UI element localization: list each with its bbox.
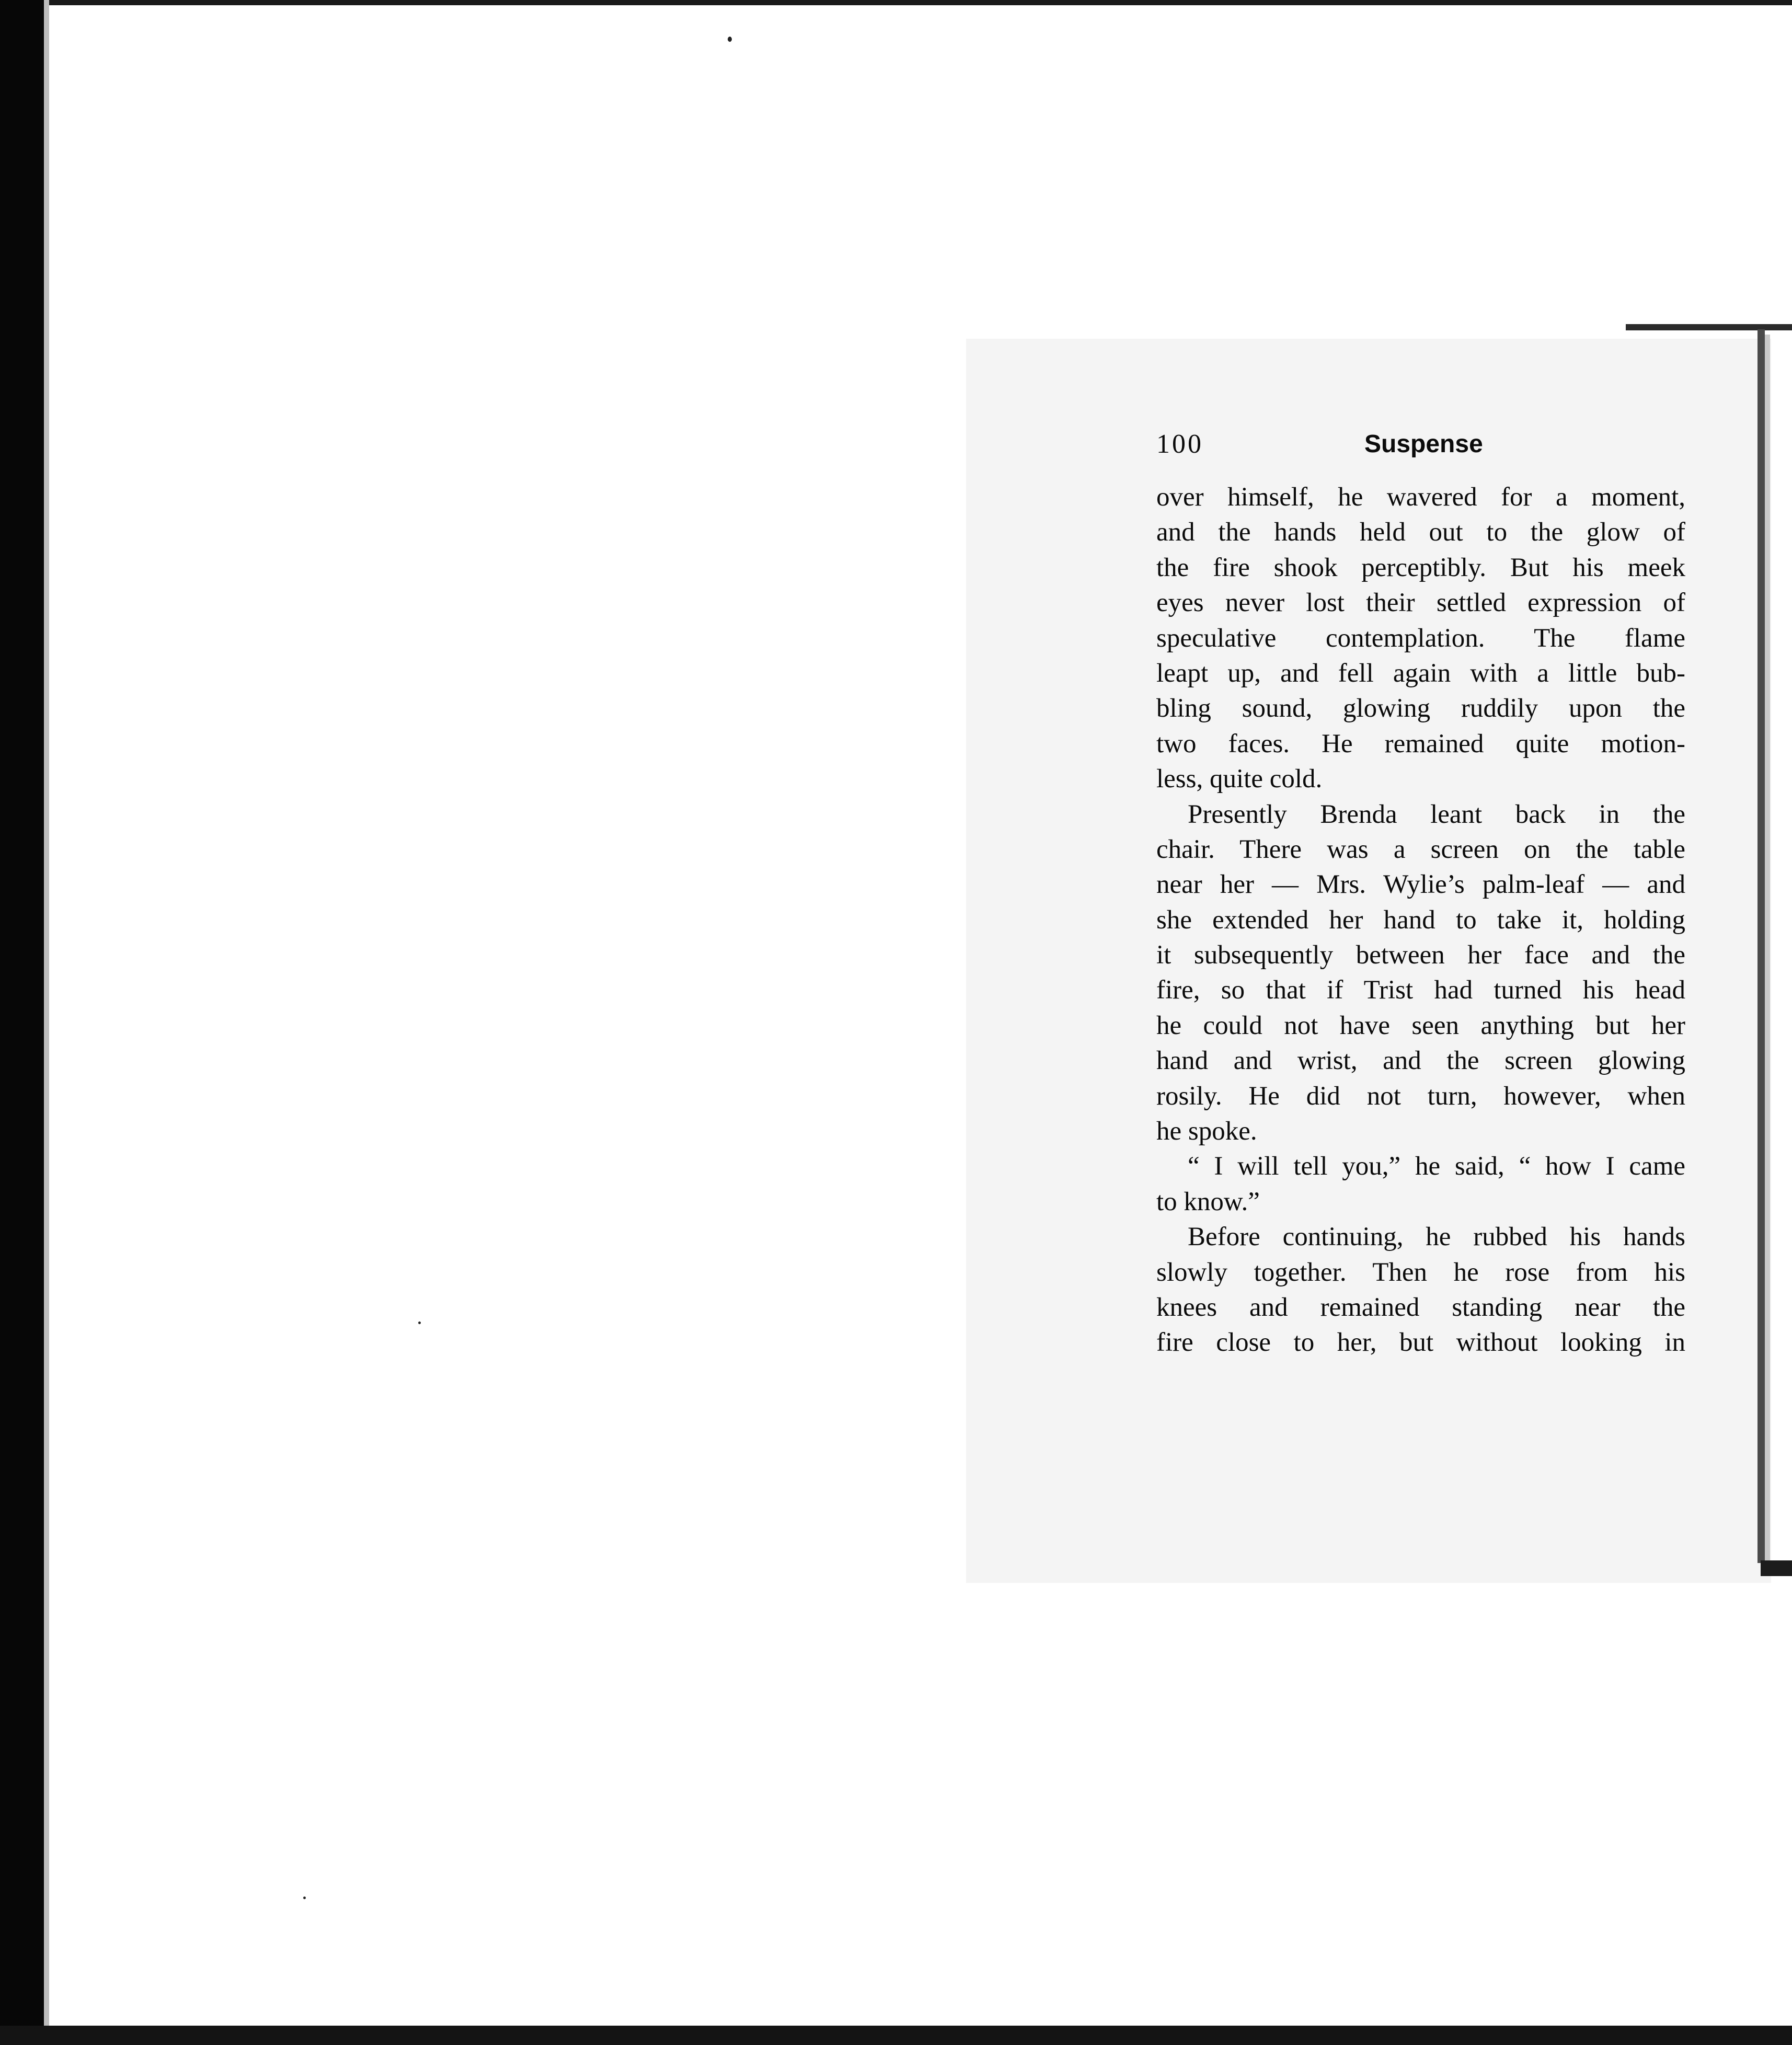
body-text (1156, 480, 1685, 1361)
scan-speck (728, 37, 732, 42)
page-edge-top (1626, 324, 1792, 330)
text-line: Before continuing, he rubbed his hands (1188, 1222, 1685, 1252)
text-line: fire, so that if Trist had turned his head (1156, 975, 1685, 1005)
scan-speck (418, 1322, 421, 1324)
page-edge-right-shadow (1765, 335, 1770, 1568)
scan-border-left-shadow (44, 0, 49, 2026)
text-line: she extended her hand to take it, holding (1156, 905, 1685, 935)
text-line: it subsequently between her face and the (1156, 940, 1685, 970)
text-line: speculative contemplation. The flame (1156, 623, 1685, 653)
text-line: over himself, he wavered for a moment, (1156, 482, 1685, 512)
text-line: Presently Brenda leant back in the (1188, 799, 1685, 829)
text-line: slowly together. Then he rose from his (1156, 1257, 1685, 1287)
page-edge-bottom (1761, 1560, 1792, 1576)
running-head (1156, 429, 1684, 460)
text-line: knees and remained standing near the (1156, 1292, 1685, 1322)
scan-border-bottom (0, 2026, 1792, 2045)
text-line: “ I will tell you,” he said, “ how I came (1188, 1152, 1685, 1181)
page-edge-right (1757, 329, 1765, 1563)
text-line: chair. There was a screen on the table (1156, 834, 1685, 864)
text-line: the fire shook perceptibly. But his meek (1156, 553, 1685, 582)
text-line: less, quite cold. (1156, 764, 1323, 794)
text-line: eyes never lost their settled expression of (1156, 588, 1685, 618)
text-line: two faces. He remained quite motion- (1156, 729, 1685, 759)
text-line: bling sound, glowing ruddily upon the (1156, 694, 1685, 723)
text-line: and the hands held out to the glow of (1156, 518, 1685, 547)
page-number: 100 (1156, 429, 1203, 459)
text-line: he could not have seen anything but her (1156, 1010, 1685, 1040)
scan-border-top (0, 0, 1792, 5)
text-line: he spoke. (1156, 1117, 1257, 1146)
scan-border-left (0, 0, 44, 2045)
text-line: to know.” (1156, 1187, 1260, 1216)
text-line: leapt up, and fell again with a little bub- (1156, 658, 1685, 688)
text-line: rosily. He did not turn, however, when (1156, 1081, 1685, 1111)
text-line: hand and wrist, and the screen glowing (1156, 1046, 1685, 1076)
running-title: Suspense (1364, 430, 1483, 458)
text-line: fire close to her, but without looking in (1156, 1328, 1685, 1358)
text-line: near her — Mrs. Wylie’s palm-leaf — and (1156, 870, 1685, 900)
scan-speck (303, 1897, 306, 1899)
